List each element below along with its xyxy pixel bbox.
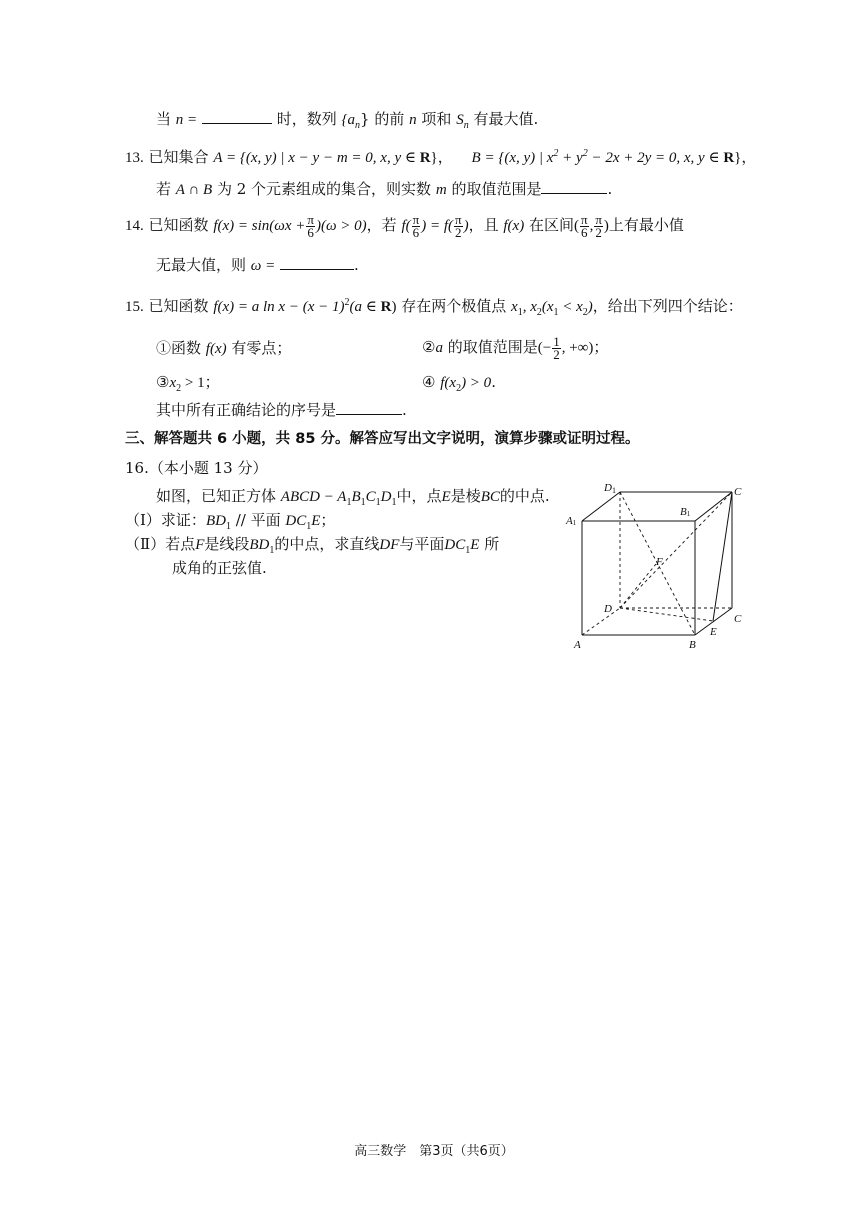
question-16-intro: 如图，已知正方体 ABCD − $A_1B_1C_1D_1$中，点E是棱BC的中点.: [156, 487, 550, 508]
label-B: B: [689, 639, 696, 651]
answer-blank[interactable]: [336, 414, 402, 415]
question-14-line1: 14. 已知函数 f(x) = sin(ωx + $\frac{\pi}{6}$ )(ω > 0)，若 f( $\frac{\pi}{6}$ ) = f( $\frac{\pi}{2}$ )，且 f(x) 在区间( $\frac{\pi}{6}$ , $\frac{\pi}{2}$ )上有最小值: [125, 211, 684, 240]
cube-figure: [560, 475, 750, 655]
question-15-line1: 15. 已知函数 f(x) = a $\ln x - (x - 1)^2(a$ ∈ R) 存在两个极值点 $x_1$, $x_2(x_1 < x_2)$，给出下列四个结论：: [125, 297, 743, 318]
question-16-head: 16.（本小题 13 分）: [125, 459, 268, 477]
conclusion-1: ①函数 f(x) 有零点；: [156, 339, 292, 357]
label-E: E: [710, 626, 717, 638]
section-3-header: 三、解答题共 6 小题，共 85 分。解答应写出文字说明，演算步骤或证明过程。: [125, 431, 640, 447]
page-footer: 高三数学 第3页（共6页）: [354, 1144, 514, 1159]
answer-blank[interactable]: [280, 269, 354, 270]
conclusion-2: ②a 的取值范围是(− $\frac{1}{2}$ , +∞)；: [422, 333, 609, 362]
q12-tail: 当 n = 时，数列 $\{a_n\}$ 的前 n 项和 $S_n$ 有最大值.: [156, 110, 539, 131]
question-16-part2-line2: 成角的正弦值.: [172, 559, 267, 577]
label-B1: B1: [680, 506, 691, 518]
question-13-line2: 若 A ∩ B 为 2 个元素组成的集合，则实数 m 的取值范围是 .: [156, 180, 613, 198]
answer-blank[interactable]: [202, 123, 272, 124]
label-C: C: [734, 613, 742, 625]
label-C1: C: [734, 486, 742, 498]
label-D: D: [604, 603, 612, 615]
conclusion-4: ④ $f(x_2) > 0$.: [422, 373, 496, 394]
label-A1: A1: [566, 515, 577, 527]
question-15-ask: 其中所有正确结论的序号是 .: [156, 401, 407, 419]
answer-blank[interactable]: [541, 193, 607, 194]
question-14-line2: 无最大值，则 ω = .: [156, 256, 359, 274]
label-A: A: [574, 639, 581, 651]
conclusion-3: $③x_2 > 1$；: [156, 373, 220, 394]
question-16-part1: （Ⅰ）求证：$BD_1$ // 平面 $DC_1E$；: [125, 511, 336, 532]
question-13-line1: 13. 已知集合 A = {(x, y) | x − y − m = 0, x, y ∈ R}， B = {(x, y) | $x^2 + y^2 - 2x + 2y = 0$, x, y ∈ R}，: [125, 148, 757, 166]
label-F: F: [656, 556, 663, 568]
question-16-part2: （Ⅱ）若点F是线段$BD_1$的中点，求直线DF与平面$DC_1E$ 所: [125, 535, 500, 556]
label-D1: D1: [604, 482, 616, 495]
